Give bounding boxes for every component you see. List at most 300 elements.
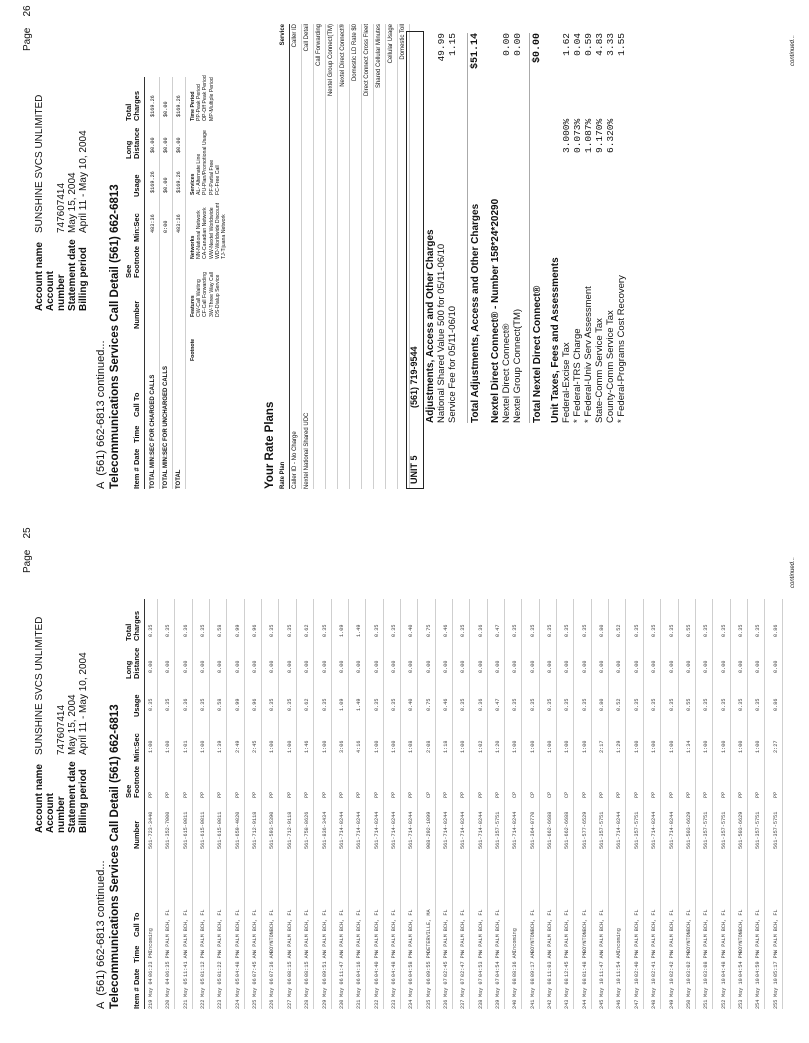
totals-usage: $0.00 xyxy=(163,177,169,193)
legend-item: WW-Nextel Worldwide xyxy=(208,207,215,259)
cell-time: 09:17 AM xyxy=(529,952,536,977)
cell-date: May 06 xyxy=(338,978,345,997)
cell-minsec: 1:00 xyxy=(720,740,727,753)
rate-plan-row xyxy=(374,24,386,489)
cell-call-to: Incoming xyxy=(148,928,154,953)
tax-row xyxy=(583,33,594,423)
call-detail-heading: Telecommunications Services Call Detail (561) 662-6813 xyxy=(109,704,121,1009)
cell-minsec: 1:00 xyxy=(460,740,467,753)
section-marker: A xyxy=(95,481,107,489)
charge-label: Nextel Group Connect(TM) xyxy=(512,308,523,423)
cell-total: 1.09 xyxy=(338,624,345,637)
cell-date: May 08 xyxy=(512,978,519,997)
cell-time: 11:47 AM xyxy=(338,952,345,977)
cell-usage: 0.86 xyxy=(772,698,779,711)
cell-date: May 06 xyxy=(390,978,397,997)
rate-plan-service: Call Forwarding xyxy=(316,24,322,67)
cell-date: May 10 xyxy=(703,978,710,997)
tax-label: County-Comm Service Tax xyxy=(605,310,616,423)
cell-number: 561-357-5751 xyxy=(720,811,727,849)
col-total: Total xyxy=(124,623,133,641)
cell-usage: 0.46 xyxy=(442,698,449,711)
cell-fn: PP xyxy=(252,791,259,798)
cell-time: 02:40 PM xyxy=(633,952,640,977)
cell-total: 0.40 xyxy=(408,624,415,637)
cell-minsec: 2:45 xyxy=(252,740,259,753)
cell-date: May 07 xyxy=(442,978,449,997)
cell-call-to: W PALM BCH, FL xyxy=(477,909,484,953)
section-title xyxy=(95,341,107,490)
cell-date: May 10 xyxy=(668,978,675,997)
tax-rate: 1.087% xyxy=(583,118,594,153)
cell-total: 0.35 xyxy=(512,624,519,637)
cell-item: 245 xyxy=(599,999,606,1009)
rate-plans-header xyxy=(278,24,290,489)
cell-total: 0.35 xyxy=(200,624,207,637)
cell-time: 01:48 PM xyxy=(581,952,588,977)
legend-features-heading: Features xyxy=(190,295,196,317)
cell-time: 07:45 AM xyxy=(252,952,259,977)
cell-usage: 0.35 xyxy=(651,698,658,711)
cell-ld: 0.00 xyxy=(425,660,432,673)
legend-footnote-label: Footnote xyxy=(190,338,196,361)
page-number-value: 26 xyxy=(22,5,33,17)
cell-minsec: 1:00 xyxy=(529,740,536,753)
cell-number: 561-352-7000 xyxy=(165,811,172,849)
rate-plan-row xyxy=(338,24,350,489)
cell-item: 253 xyxy=(737,999,744,1009)
cell-ld: 0.00 xyxy=(304,660,311,673)
col-charges: Charges xyxy=(132,90,141,121)
cell-total: 0.75 xyxy=(425,624,432,637)
table-row xyxy=(493,599,505,1009)
cell-item: 230 xyxy=(338,999,345,1009)
section-title-text: (561) 662-6813 continued... xyxy=(95,340,107,476)
cell-call-to: W PALM BCH, FL xyxy=(252,909,259,953)
col-date: Date xyxy=(132,448,141,465)
legend-features xyxy=(190,261,221,317)
cell-item: 241 xyxy=(529,999,536,1009)
legend-item: CF-Call Forwarding xyxy=(202,272,209,317)
cell-time: 04:53 PM xyxy=(477,952,484,977)
table-row xyxy=(163,599,175,1009)
table-row xyxy=(354,599,366,1009)
cell-ld: 0.00 xyxy=(286,660,293,673)
cell-minsec: 2:49 xyxy=(234,740,241,753)
rate-plan-row xyxy=(386,24,398,489)
totals-label: TOTAL MIN:SEC FOR UNCHARGED CALLS xyxy=(163,366,169,489)
cell-ld: 0.00 xyxy=(200,660,207,673)
cell-number: 561-714-0244 xyxy=(477,811,484,849)
legend-item: OP-Off Peak Period xyxy=(202,75,209,121)
legend-item: PF-Partial Free xyxy=(208,159,215,195)
cell-minsec: 1:00 xyxy=(512,740,519,753)
header-rule xyxy=(144,599,145,1009)
cell-item: 231 xyxy=(356,999,363,1009)
cell-call-to: W PALM BCH, FL xyxy=(651,909,658,953)
cell-call-to: W PALM BCH, FL xyxy=(234,909,241,953)
unit-box xyxy=(406,31,424,489)
cell-call-to: W PALM BCH, FL xyxy=(564,909,571,953)
section-title-text: (561) 662-6813 continued... xyxy=(95,860,107,996)
cell-item: 235 xyxy=(425,999,432,1009)
cell-minsec: 1:08 xyxy=(408,740,415,753)
table-row xyxy=(441,599,453,1009)
rate-plan-row xyxy=(326,24,338,489)
cell-total: 0.46 xyxy=(442,624,449,637)
table-row xyxy=(215,599,227,1009)
cell-total: 0.86 xyxy=(772,624,779,637)
cell-minsec: 4:16 xyxy=(356,740,363,753)
cell-fn: PP xyxy=(477,791,484,798)
legend-item: PP-Peak Period xyxy=(196,84,203,121)
cell-time: 03:02 PM xyxy=(685,952,692,977)
cell-fn: CP xyxy=(547,791,554,798)
table-row xyxy=(181,599,193,1009)
table-row xyxy=(562,599,574,1009)
account-number-value: 747607414 xyxy=(56,704,67,755)
tax-amount: 1.55 xyxy=(616,33,627,56)
col-total: Total xyxy=(124,103,133,121)
table-row xyxy=(614,599,626,1009)
tax-label: * Federal-Programs Cost Recovery xyxy=(616,275,627,423)
cell-call-to: W PALM BCH, FL xyxy=(772,909,779,953)
cell-time: 08:15 AM xyxy=(286,952,293,977)
adjustments-heading xyxy=(425,33,436,423)
tax-rows xyxy=(561,33,627,423)
cell-minsec: 1:01 xyxy=(182,740,189,753)
cell-date: May 06 xyxy=(252,978,259,997)
cell-date: May 06 xyxy=(425,978,432,997)
cell-call-to: W PALM BCH, FL xyxy=(408,909,415,953)
cell-item: 244 xyxy=(581,999,588,1009)
totals-minsec: 483:36 xyxy=(150,214,156,233)
cell-number: 561-615-0011 xyxy=(182,811,189,849)
totals-total: $169.26 xyxy=(150,95,156,117)
col-see: See xyxy=(124,784,133,798)
cell-item: 233 xyxy=(390,999,397,1009)
charge-amount: 1.15 xyxy=(447,33,458,56)
page-number xyxy=(22,527,33,573)
cell-total: 0.47 xyxy=(495,624,501,637)
cell-time: 06:35 PM xyxy=(165,952,172,977)
col-usage: Usage xyxy=(132,694,141,717)
cell-call-to: W PALM BCH, FL xyxy=(703,909,710,953)
cell-ld: 0.00 xyxy=(408,660,415,673)
billing-period-value: April 11 - May 10, 2004 xyxy=(78,130,89,233)
column-headers xyxy=(124,2,144,489)
tax-amount: 4.83 xyxy=(594,33,605,56)
cell-usage: 0.36 xyxy=(182,698,189,711)
cell-call-to: W PALM BCH, FL xyxy=(182,909,189,953)
cell-minsec: 1:00 xyxy=(564,740,571,753)
rate-plan-row xyxy=(350,24,362,489)
cell-date: May 08 xyxy=(564,978,571,997)
account-header xyxy=(34,95,89,311)
cell-ld: 0.00 xyxy=(356,660,363,673)
cell-fn: PP xyxy=(755,791,762,798)
col-item: Item # xyxy=(132,467,141,489)
cell-fn: PP xyxy=(633,791,640,798)
cell-fn: PP xyxy=(321,791,328,798)
cell-minsec: 1:34 xyxy=(685,740,692,753)
cell-number: 561-357-5751 xyxy=(599,811,606,849)
cell-call-to: W PALM BCH, FL xyxy=(720,909,727,953)
rate-plan-name: Caller ID - No Charge xyxy=(292,431,298,489)
page-number-value: 25 xyxy=(22,527,33,539)
cell-item: 222 xyxy=(200,999,207,1009)
cell-minsec: 1:00 xyxy=(373,740,380,753)
cell-fn: PP xyxy=(685,791,692,798)
cell-fn: PP xyxy=(616,791,623,798)
cell-fn: PP xyxy=(148,791,154,798)
cell-number: 561-714-0244 xyxy=(338,811,345,849)
cell-date: May 06 xyxy=(356,978,363,997)
cell-ld: 0.00 xyxy=(234,660,241,673)
legend-item: AL- Alternate Line xyxy=(196,153,203,195)
cell-minsec: 1:00 xyxy=(165,740,172,753)
cell-item: 221 xyxy=(182,999,189,1009)
cell-total: 0.35 xyxy=(668,624,675,637)
cell-time: 04:40 PM xyxy=(373,952,380,977)
cell-call-to: W PALM BCH, FL xyxy=(390,909,397,953)
billing-period-value: April 11 - May 10, 2004 xyxy=(78,652,89,755)
table-row xyxy=(406,599,418,1009)
cell-item: 239 xyxy=(495,999,501,1009)
cell-number: 561-615-0011 xyxy=(200,811,207,849)
cell-fn: PP xyxy=(651,791,658,798)
cell-total: 0.36 xyxy=(182,624,189,637)
cell-time: 09:55 PM xyxy=(425,952,432,977)
cell-number: 561-615-0011 xyxy=(217,811,224,849)
cell-usage: 0.35 xyxy=(200,698,207,711)
cell-fn: CP xyxy=(564,791,571,798)
cell-ld: 0.00 xyxy=(165,660,172,673)
col-long: Long xyxy=(124,660,133,679)
cell-item: 246 xyxy=(616,999,623,1009)
legend-item: DS-Dialup Service xyxy=(214,274,221,317)
table-row xyxy=(667,599,679,1009)
cell-time: 02:45 PM xyxy=(442,952,449,977)
cell-fn: PP xyxy=(286,791,293,798)
cell-usage: 0.35 xyxy=(668,698,675,711)
table-row xyxy=(372,599,384,1009)
cell-time: 04:48 PM xyxy=(390,952,397,977)
cell-time: 04:54 PM xyxy=(495,952,501,977)
cell-call-to: BOYNTONBCH, FL xyxy=(581,909,588,953)
cell-fn: PP xyxy=(356,791,363,798)
cell-fn: PP xyxy=(772,791,779,798)
taxes-heading-text: Unit Taxes, Fees and Assessments xyxy=(550,257,561,423)
col-time: Time xyxy=(132,425,141,443)
cell-number: 561-714-0244 xyxy=(408,811,415,849)
cell-item: 236 xyxy=(442,999,449,1009)
table-row xyxy=(753,599,765,1009)
cell-number: 561-662-6688 xyxy=(547,811,554,849)
cell-ld: 0.00 xyxy=(477,660,484,673)
legend-item: WD-Worldwide Discount xyxy=(214,202,221,259)
cell-call-to: DETERVILLE, MA xyxy=(425,909,432,953)
rate-plan-service: Nextel Group Connect(TM) xyxy=(328,24,334,97)
cell-ld: 0.00 xyxy=(668,660,675,673)
cell-number: 561-714-0244 xyxy=(356,811,363,849)
cell-total: 0.35 xyxy=(737,624,744,637)
cell-minsec: 1:00 xyxy=(703,740,710,753)
rate-plan-service: Caller ID xyxy=(292,24,298,48)
cell-ld: 0.00 xyxy=(564,660,571,673)
col-call-to: Call To xyxy=(132,912,141,937)
account-name-label: Account name xyxy=(34,242,45,311)
charge-amount: 0.00 xyxy=(512,33,523,56)
legend-item: MP-Multiple Period xyxy=(208,77,215,121)
tax-row xyxy=(616,33,627,423)
tax-row xyxy=(561,33,572,423)
cell-minsec: 1:00 xyxy=(633,740,640,753)
cell-call-to: BOYNTONBCH, FL xyxy=(737,909,744,953)
cell-total: 0.35 xyxy=(269,624,276,637)
cell-time: 07:36 AM xyxy=(269,952,276,977)
cell-ld: 0.00 xyxy=(685,660,692,673)
table-row xyxy=(771,599,783,1009)
cell-fn: PP xyxy=(408,791,415,798)
cell-time: 02:47 PM xyxy=(460,952,467,977)
cell-item: 220 xyxy=(165,999,172,1009)
continued-note: continued... xyxy=(790,556,796,588)
cell-time: 08:36 AM xyxy=(512,952,519,977)
cell-date: May 10 xyxy=(720,978,727,997)
cell-ld: 0.00 xyxy=(703,660,710,673)
cell-item: 252 xyxy=(720,999,727,1009)
cell-total: 0.99 xyxy=(234,624,241,637)
cell-call-to: W PALM BCH, FL xyxy=(165,909,172,953)
statement-date-value: May 15, 2004 xyxy=(67,694,78,755)
cell-call-to: BOYNTONBCH, FL xyxy=(269,909,276,953)
call-detail-heading: Telecommunications Services Call Detail (561) 662-6813 xyxy=(109,184,121,489)
legend-services xyxy=(190,125,221,195)
table-row xyxy=(701,599,713,1009)
rate-plan-service: Shared Cellular Minutes xyxy=(376,24,382,89)
page-number xyxy=(22,5,33,51)
adjustments-total-label: Total Adjustments, Access and Other Charges xyxy=(470,203,481,423)
table-row xyxy=(198,599,210,1009)
cell-item: 243 xyxy=(564,999,571,1009)
table-row xyxy=(580,599,592,1009)
legend-time-period xyxy=(190,51,215,121)
cell-date: May 06 xyxy=(286,978,293,997)
rate-plans-table xyxy=(278,24,410,489)
cell-item: 237 xyxy=(460,999,467,1009)
billing-period-label: Billing period xyxy=(78,247,89,311)
cell-number: 561-758-8626 xyxy=(304,811,311,849)
cell-ld: 0.00 xyxy=(252,660,259,673)
col-usage: Usage xyxy=(132,174,141,197)
table-row xyxy=(719,599,731,1009)
cell-call-to: W PALM BCH, FL xyxy=(599,909,606,953)
table-row xyxy=(476,599,488,1009)
cell-minsec: 3:06 xyxy=(338,740,345,753)
cell-fn: PP xyxy=(581,791,588,798)
cell-call-to: BOYNTONBCH, FL xyxy=(685,909,692,953)
cell-call-to: W PALM BCH, FL xyxy=(668,909,675,953)
col-minsec: Min:Sec xyxy=(132,733,141,762)
cell-usage: 0.35 xyxy=(720,698,727,711)
cell-item: 255 xyxy=(772,999,779,1009)
tax-amount: 3.33 xyxy=(605,33,616,56)
cell-minsec: 1:00 xyxy=(390,740,397,753)
cell-usage: 0.35 xyxy=(269,698,276,711)
cell-usage: 0.62 xyxy=(304,698,311,711)
cell-call-to: W PALM BCH, FL xyxy=(200,909,207,953)
cell-number: 561-357-5751 xyxy=(495,811,501,849)
cell-ld: 0.00 xyxy=(148,660,154,673)
table-row xyxy=(250,599,262,1009)
cell-usage: 0.35 xyxy=(512,698,519,711)
cell-usage: 0.96 xyxy=(252,698,259,711)
totals-row xyxy=(147,77,160,489)
totals-usage: $169.26 xyxy=(176,171,182,193)
cell-fn: PP xyxy=(460,791,467,798)
cell-call-to: Incoming xyxy=(616,928,623,953)
cell-ld: 0.00 xyxy=(373,660,380,673)
cell-usage: 0.40 xyxy=(408,698,415,711)
totals-row xyxy=(160,77,173,489)
account-name-label: Account name xyxy=(34,764,45,833)
cell-ld: 0.00 xyxy=(633,660,640,673)
cell-item: 249 xyxy=(668,999,675,1009)
col-see: See xyxy=(124,264,133,278)
rate-plan-row xyxy=(314,24,326,489)
cell-usage: 0.35 xyxy=(460,698,467,711)
rate-plan-service: Direct Connect Cross Fleet xyxy=(364,24,370,97)
cell-date: May 07 xyxy=(495,978,501,997)
table-row xyxy=(649,599,661,1009)
totals-total: $0.00 xyxy=(163,101,169,117)
cell-time: 11:47 AM xyxy=(599,952,606,977)
rate-plan-service: Call Detail xyxy=(304,24,310,52)
col-number: Number xyxy=(132,820,141,849)
cell-total: 0.35 xyxy=(373,624,380,637)
col-minsec: Min:Sec xyxy=(132,213,141,242)
cell-item: 238 xyxy=(477,999,484,1009)
service-col: Service xyxy=(280,24,286,46)
cell-ld: 0.00 xyxy=(217,660,224,673)
statement-date-label: Statement date xyxy=(67,761,78,833)
cell-item: 226 xyxy=(269,999,276,1009)
cell-item: 242 xyxy=(547,999,554,1009)
cell-item: 250 xyxy=(685,999,692,1009)
cell-ld: 0.00 xyxy=(616,660,623,673)
cell-fn: PP xyxy=(182,791,189,798)
cell-date: May 07 xyxy=(460,978,467,997)
direct-connect-total-label: Total Nextel Direct Connect® xyxy=(532,285,543,423)
cell-call-to: W PALM BCH, FL xyxy=(495,909,501,953)
cell-minsec: 1:02 xyxy=(477,740,484,753)
cell-fn: PP xyxy=(338,791,345,798)
cell-item: 234 xyxy=(408,999,415,1009)
cell-fn: PP xyxy=(234,791,241,798)
cell-total: 0.80 xyxy=(599,624,606,637)
cell-ld: 0.00 xyxy=(495,660,501,673)
cell-time: 05:17 PM xyxy=(772,952,779,977)
cell-ld: 0.00 xyxy=(269,660,276,673)
col-long: Long xyxy=(124,140,133,159)
cell-number: 561-357-5751 xyxy=(703,811,710,849)
legend-item: FC-Free Call xyxy=(214,165,221,195)
section-marker: A xyxy=(95,1001,107,1009)
charge-row xyxy=(447,33,458,423)
col-footnote: Footnote xyxy=(132,245,141,278)
tax-amount: 0.04 xyxy=(572,33,583,56)
